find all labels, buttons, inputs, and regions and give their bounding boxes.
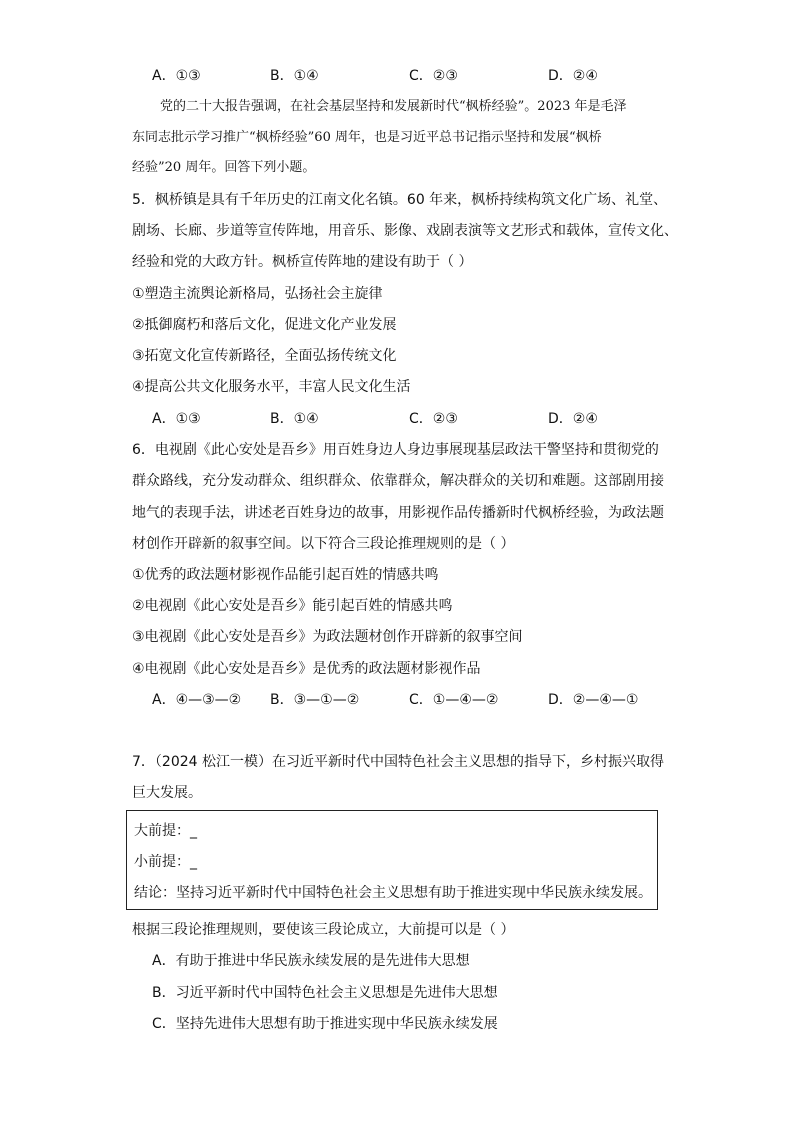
q6-option-b[interactable]: B．③—①—② (270, 692, 360, 708)
q6-stem-line: 群众路线，充分发动群众、组织群众、依靠群众，解决群众的关切和难题。这部剧用接 (132, 473, 664, 489)
intro-line: 党的二十大报告强调，在社会基层坚持和发展新时代“枫桥经验”。2023 年是毛泽 (160, 99, 627, 114)
q6-stem-line: 材创作开辟新的叙事空间。以下符合三段论推理规则的是（ ） (132, 536, 515, 552)
q6-item: ③电视剧《此心安处是吾乡》为政法题材创作开辟新的叙事空间 (132, 629, 523, 645)
conclusion: 结论：坚持习近平新时代中国特色社会主义思想有助于推进实现中华民族永续发展。 (134, 885, 652, 901)
q5-option-c[interactable]: C．②③ (409, 411, 458, 427)
q4-option-b[interactable]: B．①④ (270, 68, 319, 84)
q6-options (152, 690, 672, 710)
q5-item: ②抵御腐朽和落后文化，促进文化产业发展 (132, 317, 397, 333)
q5-item: ③拓宽文化宣传新路径，全面弘扬传统文化 (132, 348, 397, 364)
q4-options (152, 66, 672, 86)
major-premise: 大前提：_ (134, 823, 197, 839)
q4-option-d[interactable]: D．②④ (548, 68, 598, 84)
q5-stem-line: 5．枫桥镇是具有千年历史的江南文化名镇。60 年来，枫桥持续构筑文化广场、礼堂、 (132, 192, 668, 208)
q5-option-a[interactable]: A．①③ (152, 411, 201, 427)
q6-stem-line: 6．电视剧《此心安处是吾乡》用百姓身边人身边事展现基层政法干警坚持和贯彻党的 (132, 442, 659, 458)
q5-option-b[interactable]: B．①④ (270, 411, 319, 427)
q7-option-b[interactable]: B．习近平新时代中国特色社会主义思想是先进伟大思想 (152, 985, 498, 1001)
q7-option-c[interactable]: C．坚持先进伟大思想有助于推进实现中华民族永续发展 (152, 1016, 498, 1032)
q5-item: ④提高公共文化服务水平，丰富人民文化生活 (132, 379, 411, 395)
q6-option-d[interactable]: D．②—④—① (548, 692, 639, 708)
q6-option-c[interactable]: C．①—④—② (409, 692, 499, 708)
q6-stem-line: 地气的表现手法，讲述老百姓身边的故事，用影视作品传播新时代枫桥经验，为政法题 (132, 505, 664, 521)
syllogism-box (126, 810, 658, 910)
q7-stem-line: 7．（2024 松江一模）在习近平新时代中国特色社会主义思想的指导下，乡村振兴取得 (132, 754, 664, 770)
q6-item: ①优秀的政法题材影视作品能引起百姓的情感共鸣 (132, 567, 439, 583)
q6-item: ②电视剧《此心安处是吾乡》能引起百姓的情感共鸣 (132, 598, 453, 614)
minor-premise: 小前提：_ (134, 854, 197, 870)
intro-line: 东同志批示学习推广“枫桥经验”60 周年，也是习近平总书记指示坚持和发展“枫桥 (132, 130, 602, 145)
q5-options (152, 409, 672, 429)
q6-item: ④电视剧《此心安处是吾乡》是优秀的政法题材影视作品 (132, 661, 481, 677)
q5-option-d[interactable]: D．②④ (548, 411, 598, 427)
q5-item: ①塑造主流舆论新格局，弘扬社会主旋律 (132, 286, 383, 302)
q6-option-a[interactable]: A．④—③—② (152, 692, 242, 708)
q5-stem-line: 剧场、长廊、步道等宣传阵地，用音乐、影像、戏剧表演等文艺形式和载体，宣传文化、 (132, 223, 678, 239)
q4-option-c[interactable]: C．②③ (409, 68, 458, 84)
q5-stem-line: 经验和党的大政方针。枫桥宣传阵地的建设有助于（ ） (132, 254, 473, 270)
intro-line: 经验”20 周年。回答下列小题。 (132, 160, 316, 175)
q7-question: 根据三段论推理规则，要使该三段论成立，大前提可以是（ ） (132, 922, 515, 938)
q7-stem-line: 巨大发展。 (132, 785, 202, 801)
q7-option-a[interactable]: A．有助于推进中华民族永续发展的是先进伟大思想 (152, 953, 470, 969)
q4-option-a[interactable]: A．①③ (152, 68, 201, 84)
